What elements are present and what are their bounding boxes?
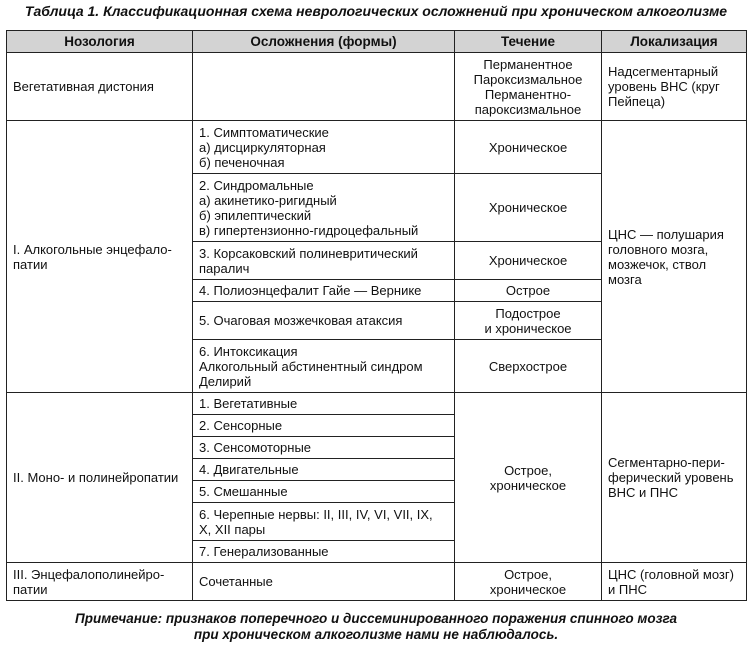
localization-cell [602, 53, 747, 121]
course-text: Перманентное Пароксизмальное Перманентно- пароксизмальное [473, 56, 583, 117]
course-text: Сверхострое [488, 358, 568, 374]
forms-cell [193, 437, 455, 459]
forms-cell [193, 393, 455, 415]
table-row [7, 121, 747, 174]
nozology-text: III. Энцефалополинейро- патии [13, 566, 165, 597]
course-text: Хроническое [488, 253, 568, 268]
localization-text: Надсегментарный уровень ВНС (круг Пейпеца) [608, 64, 720, 109]
course-cell [455, 563, 602, 601]
complications-table [6, 30, 747, 601]
forms-cell [193, 280, 455, 302]
header-course: Течение [455, 31, 602, 53]
forms-text: 1. Вегетативные [199, 396, 298, 411]
nozology-text: II. Моно- и полинейропатии [13, 470, 179, 485]
forms-cell [193, 340, 455, 393]
course-cell [455, 174, 602, 242]
forms-text: 2. Синдромальные а) акинетико-ригидный б) эпилептический в) гипертензионно-гидроцефальный [199, 177, 419, 238]
forms-cell [193, 503, 455, 541]
localization-text: ЦНС (головной мозг) и ПНС [608, 566, 734, 597]
course-text: Хроническое [488, 200, 568, 215]
table-footnote: Примечание: признаков поперечного и диссеминированного поражения спинного мозга при хроническом алкоголизме нами не наблюдалось. [75, 611, 677, 642]
course-text: Острое, хроническое [489, 462, 567, 493]
forms-text: 6. Интоксикация Алкогольный абстинентный синдром Делирий [199, 343, 423, 389]
forms-text: 6. Черепные нервы: II, III, IV, VI, VII, IX, X, XII пары [199, 506, 433, 537]
forms-cell [193, 53, 455, 121]
course-text: Острое [505, 283, 551, 298]
forms-cell [193, 459, 455, 481]
table-row [7, 53, 747, 121]
nozology-cell [7, 563, 193, 601]
course-cell [455, 242, 602, 280]
forms-text: 5. Смешанные [199, 484, 288, 499]
forms-cell [193, 563, 455, 601]
course-cell [455, 121, 602, 174]
nozology-cell [7, 393, 193, 563]
forms-text: 3. Корсаковский полиневритический паралич [199, 245, 418, 276]
course-cell [455, 280, 602, 302]
localization-cell [602, 121, 747, 393]
table-row [7, 563, 747, 601]
table-row [7, 393, 747, 415]
localization-cell [602, 393, 747, 563]
localization-cell [602, 563, 747, 601]
forms-text: 2. Сенсорные [199, 418, 283, 433]
course-cell [455, 393, 602, 563]
forms-text: 5. Очаговая мозжечковая атаксия [199, 313, 403, 328]
course-text: Хроническое [488, 139, 568, 155]
forms-text: Сочетанные [199, 574, 273, 589]
forms-cell [193, 121, 455, 174]
nozology-cell [7, 121, 193, 393]
localization-text: Сегментарно-пери- ферический уровень ВНС и ПНС [608, 455, 734, 500]
course-cell [455, 302, 602, 340]
forms-cell [193, 415, 455, 437]
header-forms: Осложнения (формы) [193, 31, 455, 53]
nozology-cell [7, 53, 193, 121]
forms-cell [193, 541, 455, 563]
forms-cell [193, 242, 455, 280]
header-localization: Локализация [602, 31, 747, 53]
forms-text: 1. Симптоматические а) дисциркуляторная б) печеночная [199, 124, 329, 170]
forms-text: 4. Двигательные [199, 462, 299, 477]
forms-cell [193, 302, 455, 340]
course-text: Острое, хроническое [489, 566, 567, 597]
localization-text: ЦНС — полушария головного мозга, мозжечок, ствол мозга [608, 226, 724, 287]
nozology-text: Вегетативная дистония [13, 79, 154, 94]
forms-text: 3. Сенсомоторные [199, 440, 312, 455]
table-title: Таблица 1. Классификационная схема неврологических осложнений при хроническом алкоголизме [24, 3, 728, 19]
forms-text: 7. Генерализованные [199, 544, 329, 559]
course-cell [455, 340, 602, 393]
forms-text: 4. Полиоэнцефалит Гайе — Вернике [199, 283, 422, 298]
course-text: Подострое и хроническое [484, 305, 572, 336]
header-row [7, 31, 747, 53]
course-cell [455, 53, 602, 121]
forms-cell [193, 481, 455, 503]
header-nozology: Нозология [7, 31, 193, 53]
nozology-text: I. Алкогольные энцефало- патии [13, 241, 172, 272]
forms-cell [193, 174, 455, 242]
